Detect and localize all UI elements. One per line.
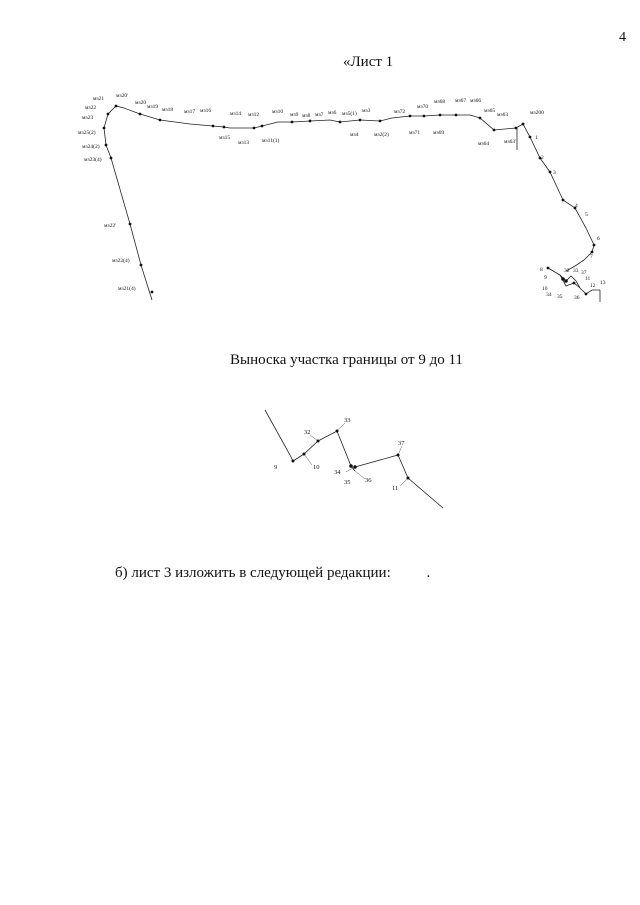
point-label: 34 (546, 292, 552, 298)
callout-label: 34 (334, 469, 341, 476)
stray-dot: . (426, 565, 431, 581)
point-label: мз9 (290, 112, 299, 118)
point-label: мз7 (315, 112, 324, 118)
point-label: мз23 (82, 115, 94, 121)
point-label: мз20' (116, 93, 129, 99)
point-label: мз21(4) (118, 286, 136, 292)
leader-10 (304, 454, 312, 465)
callout-line-a (265, 410, 293, 461)
point (317, 440, 320, 443)
leader-34 (346, 468, 353, 472)
point-label: 13 (600, 280, 606, 286)
point-label: мз68 (434, 99, 446, 105)
callout-line-b (293, 431, 355, 471)
leader-36 (355, 471, 365, 479)
point (336, 430, 339, 433)
leader-33 (337, 423, 345, 431)
point-label: мз64 (478, 141, 490, 147)
point-label: мз22(4) (112, 258, 130, 264)
point-label: мз21 (93, 96, 105, 102)
point-label: 12 (590, 283, 596, 289)
point-label: мз200 (530, 110, 544, 116)
point-label: мз71 (409, 130, 421, 136)
point-label: 37 (581, 270, 587, 276)
point-label: 36 (574, 295, 580, 301)
point-label: мз63' (504, 139, 517, 145)
point-label: мз65 (484, 108, 496, 114)
callout-label: 33 (344, 417, 351, 424)
point-label: мз67 (455, 98, 467, 104)
point-label: 4 (575, 203, 578, 209)
point-label: 8 (540, 267, 543, 273)
point-label: мз14 (230, 111, 242, 117)
point (303, 453, 306, 456)
point (397, 454, 400, 457)
callout-points (292, 430, 410, 480)
callout-label: 36 (365, 477, 372, 484)
point-label: 3 (553, 170, 556, 176)
point-label: мз15 (219, 135, 231, 141)
point (353, 465, 357, 469)
point-label: 33 (573, 268, 579, 274)
point-label: 9 (544, 275, 547, 281)
point-label: 32 (564, 268, 570, 274)
point (349, 464, 353, 468)
point-label: 6 (597, 236, 600, 242)
point-label: мз11(1) (262, 138, 280, 144)
point-label: мз12 (248, 112, 260, 118)
callout-title: Выноска участка границы от 9 до 11 (230, 352, 463, 368)
point (407, 477, 410, 480)
point-label: мз3 (362, 108, 371, 114)
point-label: 1 (535, 135, 538, 141)
point-label: мз13 (238, 140, 250, 146)
point-label: мз23(4) (84, 157, 102, 163)
leader-11 (400, 478, 408, 486)
point-label: 10 (542, 286, 548, 292)
point-label: мз22 (85, 105, 97, 111)
point-label: мз24(2) (82, 144, 100, 150)
callout-lines (265, 410, 443, 508)
point-label: мз25(2) (78, 130, 96, 136)
point-label: мз10 (272, 109, 284, 115)
point-label: мз22' (104, 223, 117, 229)
point-label: мз20 (135, 100, 147, 106)
point-label: 7 (590, 254, 593, 260)
point-label: мз16 (200, 108, 212, 114)
point-label: мз69 (433, 130, 445, 136)
callout-label: 11 (392, 485, 399, 492)
point (292, 460, 295, 463)
callout-label: 32 (304, 429, 311, 436)
point-label: мз6 (328, 110, 337, 116)
point-label: мз5(1) (342, 111, 357, 117)
point-label: мз63 (497, 112, 509, 118)
point-label: 11 (585, 276, 591, 282)
point-label: мз70 (417, 104, 429, 110)
instruction-label: б) лист 3 изложить в следующей редакции: (115, 565, 391, 581)
leader-32 (310, 435, 318, 441)
point-label: 35 (557, 294, 563, 300)
point-label: мз2(2) (374, 132, 389, 138)
point-label: мз66 (470, 98, 482, 104)
sheet-title: «Лист 1 (343, 54, 394, 70)
point-label: 2 (541, 155, 544, 161)
callout-label: 35 (344, 479, 351, 486)
point-label: мз8 (302, 113, 311, 119)
point-label: мз19 (147, 104, 159, 110)
point-label: мз17 (184, 109, 196, 115)
point-label: мз18 (162, 107, 174, 113)
point-label: мз4 (350, 132, 359, 138)
point-label: 5 (585, 212, 588, 218)
callout-label: 9 (274, 464, 278, 471)
page-number: 4 (619, 30, 626, 45)
point-label: мз72 (394, 109, 406, 115)
callout-label: 37 (398, 440, 405, 447)
callout-label: 10 (313, 464, 320, 471)
